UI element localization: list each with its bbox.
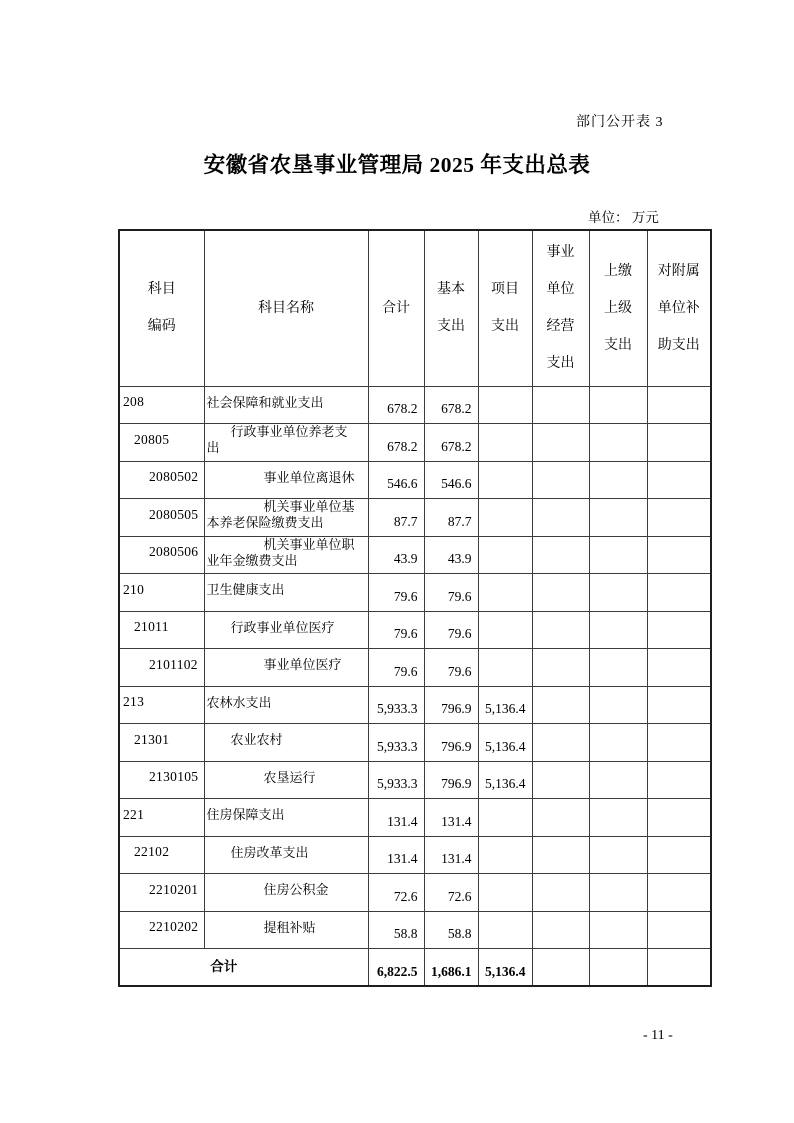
table-row bbox=[119, 761, 711, 799]
basic-cell: 58.8 bbox=[424, 911, 478, 949]
header-line: 科目 bbox=[147, 282, 176, 298]
table-row bbox=[119, 686, 711, 724]
total-cell: 5,933.3 bbox=[368, 761, 424, 799]
header-cell-basic bbox=[424, 230, 478, 386]
code-cell: 2080505 bbox=[119, 499, 204, 537]
operating-cell bbox=[532, 424, 589, 462]
table-row bbox=[119, 836, 711, 874]
code-cell: 2210202 bbox=[119, 911, 204, 949]
header-line: 编码 bbox=[147, 319, 176, 335]
total-upper-cell bbox=[589, 949, 647, 987]
code-cell: 2080506 bbox=[119, 536, 204, 574]
name-cell: 住房公积金 bbox=[204, 874, 368, 912]
name-cell: 事业单位医疗 bbox=[204, 649, 368, 687]
doc-label: 部门公开表 3 bbox=[576, 115, 664, 130]
code-cell: 2130105 bbox=[119, 761, 204, 799]
operating-cell bbox=[532, 611, 589, 649]
total-cell: 58.8 bbox=[368, 911, 424, 949]
header-line: 助支出 bbox=[657, 337, 700, 353]
project-cell bbox=[478, 536, 532, 574]
total-cell: 79.6 bbox=[368, 574, 424, 612]
project-cell bbox=[478, 649, 532, 687]
total-cell: 5,933.3 bbox=[368, 686, 424, 724]
table-row bbox=[119, 461, 711, 499]
basic-cell: 79.6 bbox=[424, 574, 478, 612]
header-cell-project bbox=[478, 230, 532, 386]
basic-cell: 796.9 bbox=[424, 724, 478, 762]
total-operating-cell bbox=[532, 949, 589, 987]
basic-cell: 796.9 bbox=[424, 761, 478, 799]
operating-cell bbox=[532, 761, 589, 799]
operating-cell bbox=[532, 686, 589, 724]
table-row bbox=[119, 611, 711, 649]
subsidy-cell bbox=[647, 536, 711, 574]
name-cell: 机关事业单位职业年金缴费支出 bbox=[204, 536, 368, 574]
header-line: 支出 bbox=[604, 337, 632, 353]
header-cell-subsidy bbox=[647, 230, 711, 386]
basic-cell: 131.4 bbox=[424, 836, 478, 874]
header-row bbox=[119, 230, 711, 386]
table-row bbox=[119, 911, 711, 949]
header-line: 上缴 bbox=[604, 263, 632, 279]
header-line: 事业 bbox=[546, 245, 575, 261]
project-cell bbox=[478, 611, 532, 649]
header-cell-total bbox=[368, 230, 424, 386]
expenditure-table bbox=[118, 229, 712, 987]
header-line: 项目 bbox=[491, 282, 519, 298]
operating-cell bbox=[532, 724, 589, 762]
code-cell: 221 bbox=[119, 799, 204, 837]
subsidy-cell bbox=[647, 386, 711, 424]
project-cell: 5,136.4 bbox=[478, 686, 532, 724]
upper-cell bbox=[589, 461, 647, 499]
basic-cell: 796.9 bbox=[424, 686, 478, 724]
upper-cell bbox=[589, 386, 647, 424]
name-cell: 农林水支出 bbox=[204, 686, 368, 724]
subsidy-cell bbox=[647, 799, 711, 837]
basic-cell: 678.2 bbox=[424, 424, 478, 462]
project-cell bbox=[478, 911, 532, 949]
name-cell: 农业农村 bbox=[204, 724, 368, 762]
header-cell-code bbox=[119, 230, 204, 386]
subsidy-cell bbox=[647, 761, 711, 799]
basic-cell: 87.7 bbox=[424, 499, 478, 537]
table-row bbox=[119, 649, 711, 687]
header-cell-name bbox=[204, 230, 368, 386]
subsidy-cell bbox=[647, 574, 711, 612]
header-line: 支出 bbox=[546, 356, 575, 372]
total-subsidy-cell bbox=[647, 949, 711, 987]
total-cell: 72.6 bbox=[368, 874, 424, 912]
name-cell: 事业单位离退休 bbox=[204, 461, 368, 499]
total-cell: 79.6 bbox=[368, 649, 424, 687]
table-body bbox=[119, 386, 711, 986]
name-cell: 行政事业单位养老支出 bbox=[204, 424, 368, 462]
subsidy-cell bbox=[647, 499, 711, 537]
operating-cell bbox=[532, 799, 589, 837]
project-cell: 5,136.4 bbox=[478, 724, 532, 762]
code-cell: 21011 bbox=[119, 611, 204, 649]
operating-cell bbox=[532, 874, 589, 912]
operating-cell bbox=[532, 649, 589, 687]
total-row bbox=[119, 949, 711, 987]
basic-cell: 546.6 bbox=[424, 461, 478, 499]
page-title: 安徽省农垦事业管理局 2025 年支出总表 bbox=[203, 153, 591, 177]
subsidy-cell bbox=[647, 649, 711, 687]
operating-cell bbox=[532, 386, 589, 424]
upper-cell bbox=[589, 761, 647, 799]
project-cell bbox=[478, 499, 532, 537]
name-cell: 卫生健康支出 bbox=[204, 574, 368, 612]
upper-cell bbox=[589, 424, 647, 462]
basic-cell: 79.6 bbox=[424, 649, 478, 687]
total-cell: 43.9 bbox=[368, 536, 424, 574]
upper-cell bbox=[589, 574, 647, 612]
basic-cell: 79.6 bbox=[424, 611, 478, 649]
code-cell: 210 bbox=[119, 574, 204, 612]
project-cell bbox=[478, 461, 532, 499]
project-cell bbox=[478, 874, 532, 912]
header-line: 合计 bbox=[382, 300, 410, 316]
total-cell: 678.2 bbox=[368, 424, 424, 462]
code-cell: 22102 bbox=[119, 836, 204, 874]
operating-cell bbox=[532, 536, 589, 574]
upper-cell bbox=[589, 536, 647, 574]
project-cell bbox=[478, 574, 532, 612]
table-row bbox=[119, 724, 711, 762]
table-row bbox=[119, 799, 711, 837]
total-cell: 131.4 bbox=[368, 836, 424, 874]
total-total-cell: 6,822.5 bbox=[368, 949, 424, 987]
page-number: - 11 - bbox=[643, 1028, 673, 1043]
upper-cell bbox=[589, 649, 647, 687]
total-cell: 131.4 bbox=[368, 799, 424, 837]
total-cell: 87.7 bbox=[368, 499, 424, 537]
header-cell-upper bbox=[589, 230, 647, 386]
subsidy-cell bbox=[647, 874, 711, 912]
code-cell: 20805 bbox=[119, 424, 204, 462]
header-line: 单位 bbox=[546, 282, 575, 298]
total-cell: 546.6 bbox=[368, 461, 424, 499]
basic-cell: 678.2 bbox=[424, 386, 478, 424]
code-cell: 2101102 bbox=[119, 649, 204, 687]
upper-cell bbox=[589, 724, 647, 762]
total-label-cell: 合计 bbox=[119, 949, 368, 987]
header-line: 支出 bbox=[491, 319, 519, 335]
project-cell bbox=[478, 799, 532, 837]
upper-cell bbox=[589, 911, 647, 949]
total-cell: 79.6 bbox=[368, 611, 424, 649]
code-cell: 2080502 bbox=[119, 461, 204, 499]
code-cell: 213 bbox=[119, 686, 204, 724]
table-header bbox=[119, 230, 711, 386]
name-cell: 机关事业单位基本养老保险缴费支出 bbox=[204, 499, 368, 537]
name-cell: 行政事业单位医疗 bbox=[204, 611, 368, 649]
header-line: 基本 bbox=[437, 282, 465, 298]
unit-note: 单位： 万元 bbox=[588, 210, 659, 225]
project-cell bbox=[478, 386, 532, 424]
total-cell: 678.2 bbox=[368, 386, 424, 424]
header-cell-operating bbox=[532, 230, 589, 386]
table-row bbox=[119, 499, 711, 537]
name-cell: 社会保障和就业支出 bbox=[204, 386, 368, 424]
operating-cell bbox=[532, 574, 589, 612]
upper-cell bbox=[589, 499, 647, 537]
total-basic-cell: 1,686.1 bbox=[424, 949, 478, 987]
table-row bbox=[119, 536, 711, 574]
code-cell: 21301 bbox=[119, 724, 204, 762]
operating-cell bbox=[532, 911, 589, 949]
name-cell: 住房保障支出 bbox=[204, 799, 368, 837]
basic-cell: 72.6 bbox=[424, 874, 478, 912]
header-line: 支出 bbox=[437, 319, 465, 335]
upper-cell bbox=[589, 836, 647, 874]
upper-cell bbox=[589, 686, 647, 724]
code-cell: 2210201 bbox=[119, 874, 204, 912]
project-cell bbox=[478, 424, 532, 462]
operating-cell bbox=[532, 836, 589, 874]
header-line: 科目名称 bbox=[258, 300, 314, 316]
name-cell: 提租补贴 bbox=[204, 911, 368, 949]
basic-cell: 131.4 bbox=[424, 799, 478, 837]
subsidy-cell bbox=[647, 724, 711, 762]
project-cell bbox=[478, 836, 532, 874]
subsidy-cell bbox=[647, 424, 711, 462]
header-line: 上级 bbox=[604, 300, 632, 316]
total-cell: 5,933.3 bbox=[368, 724, 424, 762]
name-cell: 住房改革支出 bbox=[204, 836, 368, 874]
subsidy-cell bbox=[647, 686, 711, 724]
header-line: 单位补 bbox=[657, 300, 700, 316]
table-row bbox=[119, 574, 711, 612]
basic-cell: 43.9 bbox=[424, 536, 478, 574]
subsidy-cell bbox=[647, 461, 711, 499]
project-cell: 5,136.4 bbox=[478, 761, 532, 799]
operating-cell bbox=[532, 461, 589, 499]
header-line: 经营 bbox=[546, 319, 575, 335]
code-cell: 208 bbox=[119, 386, 204, 424]
subsidy-cell bbox=[647, 611, 711, 649]
table-row bbox=[119, 874, 711, 912]
total-project-cell: 5,136.4 bbox=[478, 949, 532, 987]
table-row bbox=[119, 424, 711, 462]
header-line: 对附属 bbox=[657, 263, 700, 279]
table-row bbox=[119, 386, 711, 424]
operating-cell bbox=[532, 499, 589, 537]
subsidy-cell bbox=[647, 836, 711, 874]
upper-cell bbox=[589, 799, 647, 837]
upper-cell bbox=[589, 874, 647, 912]
upper-cell bbox=[589, 611, 647, 649]
name-cell: 农垦运行 bbox=[204, 761, 368, 799]
subsidy-cell bbox=[647, 911, 711, 949]
